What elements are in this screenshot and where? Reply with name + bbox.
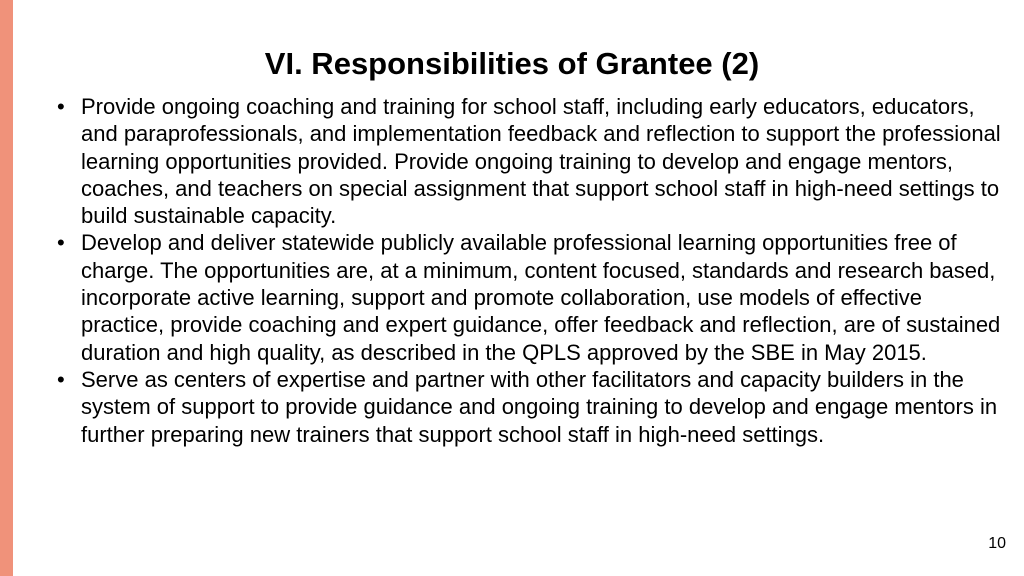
bullet-item-coaching bbox=[55, 93, 1010, 229]
bullet-list bbox=[55, 93, 1010, 448]
bullet-marker: • bbox=[57, 94, 65, 119]
bullet-marker: • bbox=[57, 230, 65, 256]
bullet-text: Provide ongoing coaching and training for school staff, including early educators, educators, and paraprofessionals, and implementation feedback and reflection to support the professional learning opportunities provided. Provide ongoing training to develop and engage mentors, coaches, and teachers on special assignment that support school staff in high-need settings to build sustainable capacity. bbox=[81, 94, 1001, 229]
page-number: 10 bbox=[988, 535, 1006, 552]
bullet-marker: • bbox=[57, 366, 65, 392]
bullet-text: Develop and deliver statewide publicly available professional learning opportunities free of charge. The opportunities are, at a minimum, content focused, standards and research based, incorporate active learning, support and promote collaboration, use models of effective practice, provide coaching and expert guidance, offer feedback and reflection, are of sustained duration and high quality, as described in the QPLS approved by the SBE in May 2015. bbox=[81, 230, 1001, 365]
slide-title: VI. Responsibilities of Grantee (2) bbox=[264, 46, 760, 81]
accent-bar bbox=[0, 0, 13, 576]
bullet-text: Serve as centers of expertise and partner with other facilitators and capacity builders in the system of support to provide guidance and ongoing training to develop and engage mentors in further preparing new trainers that support school staff in high-need settings. bbox=[81, 366, 998, 447]
bullet-item-centers-of-expertise bbox=[55, 366, 1010, 448]
bullet-item-statewide-learning bbox=[55, 229, 1010, 365]
